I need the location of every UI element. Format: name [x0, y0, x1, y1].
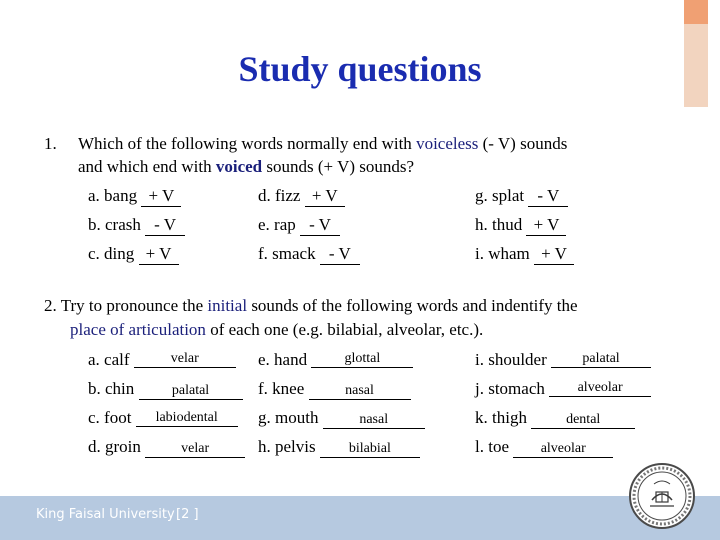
q2-item-g: g. mouth nasal	[258, 408, 425, 429]
q2-answer-a: velar	[134, 351, 236, 368]
q2-answer-h: bilabial	[320, 441, 420, 458]
q1-item-i: i. wham + V	[475, 244, 574, 265]
q2-item-l: l. toe alveolar	[475, 437, 613, 458]
q2-item-e: e. hand glottal	[258, 350, 413, 370]
slide-title: Study questions	[238, 49, 482, 89]
q1-answer-d: + V	[305, 186, 345, 207]
q2-item-f: f. knee nasal	[258, 379, 411, 400]
q2-answer-k: dental	[531, 412, 635, 429]
q1-answer-h: + V	[526, 215, 566, 236]
footer-university: King Faisal University	[36, 507, 175, 522]
q2-answer-b: palatal	[139, 383, 243, 400]
q2-line2: place of articulation of each one (e.g. bilabial, alveolar, etc.).	[70, 320, 484, 339]
q1-item-f: f. smack - V	[258, 244, 360, 265]
q1-answer-g: - V	[528, 186, 568, 207]
q1-number: 1.	[44, 134, 57, 153]
q2-answer-f: nasal	[309, 383, 411, 400]
q1-item-c: c. ding + V	[88, 244, 179, 265]
q2-item-i: i. shoulder palatal	[475, 350, 651, 370]
corner-accent-square	[684, 0, 708, 24]
q1-item-b: b. crash - V	[88, 215, 185, 236]
q2-answer-e: glottal	[311, 351, 413, 368]
q1-answer-i: + V	[534, 244, 574, 265]
q2-answer-i: palatal	[551, 351, 651, 368]
q2-item-a: a. calf velar	[88, 350, 236, 370]
q1-answer-c: + V	[139, 244, 179, 265]
university-seal-icon	[628, 462, 696, 530]
q1-answer-e: - V	[300, 215, 340, 236]
q1-line1: Which of the following words normally end with voiceless (- V) sounds	[78, 134, 568, 153]
q2-answer-j: alveolar	[549, 380, 651, 397]
q2-answer-c: labiodental	[136, 410, 238, 427]
q2-line1: 2. Try to pronounce the initial sounds of the following words and indentify the	[44, 296, 578, 315]
q1-item-h: h. thud + V	[475, 215, 566, 236]
q1-item-d: d. fizz + V	[258, 186, 345, 207]
q2-item-k: k. thigh dental	[475, 408, 635, 429]
q2-item-d: d. groin velar	[88, 437, 245, 458]
q1-answer-f: - V	[320, 244, 360, 265]
q2-item-b: b. chin palatal	[88, 379, 243, 400]
q1-item-g: g. splat - V	[475, 186, 568, 207]
q1-answer-b: - V	[145, 215, 185, 236]
q1-item-e: e. rap - V	[258, 215, 340, 236]
q2-answer-d: velar	[145, 441, 245, 458]
q2-answer-l: alveolar	[513, 441, 613, 458]
q2-item-h: h. pelvis bilabial	[258, 437, 420, 458]
q2-item-j: j. stomach alveolar	[475, 379, 651, 399]
footer-page-number: [2 ]	[176, 507, 199, 522]
q2-item-c: c. foot labiodental	[88, 408, 238, 428]
q1-answer-a: + V	[141, 186, 181, 207]
q1-line2: and which end with voiced sounds (+ V) sounds?	[78, 157, 415, 176]
q2-answer-g: nasal	[323, 412, 425, 429]
q1-item-a: a. bang + V	[88, 186, 181, 207]
